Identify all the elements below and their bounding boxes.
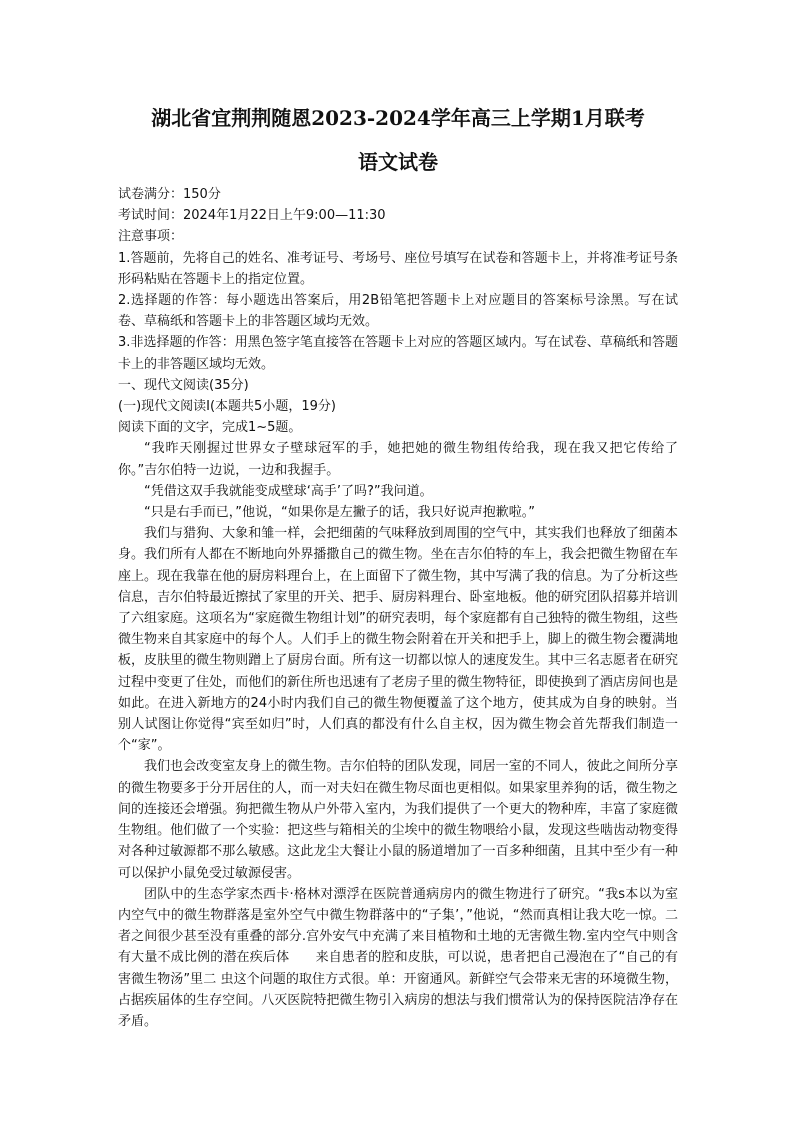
passage-paragraph: “凭借这双手我就能变成壁球‘高手’了吗?”我问道。: [144, 483, 433, 499]
note-item: 3.非选择题的作答：用黑色签字笔直接答在答题卡上对应的答题区域内。写在试卷、草稿纸和答题卡上的非答题区域均无效。: [118, 335, 678, 372]
exam-title: 湖北省宜荆荆随恩2023-2024学年高三上学期1月联考: [151, 106, 645, 130]
full-score: 试卷满分：150分: [118, 187, 221, 202]
exam-subtitle: 语文试卷: [358, 150, 438, 174]
passage-paragraph: 我们与猎狗、大象和雏一样，会把细菌的气味释放到周围的空气中，其实我们也释放了细菌本身。我们所有人都在不断地向外界播撒自己的微生物。坐在吉尔伯特的车上，我会把微生物留在车座上。现在我靠在他的厨房料理台上，在上面留下了微生物，其中写满了我的信息。为了分析这些信息，吉尔伯特最近擦拭了家里的开关、把手、厨房料理台、卧室地板。他的研究团队招募并培训了六组家庭。这项名为“家庭微生物组计划”的研究表明，每个家庭都有自己独特的微生物组，这些微生物来自其家庭中的每个人。人们手上的微生物会附着在开关和把手上，脚上的微生物会覆满地板，皮肤里的微生物则蹭上了厨房台面。所有这一切都以惊人的速度发生。其中三名志愿者在研究过程中变更了住处，而他们的新住所也迅速有了老房子里的微生物特征，即使换到了酒店房间也是如此。在进入新地方的24小时内我们自己的微生物便覆盖了这个地方，使其成为自身的映射。当别人试图让你觉得“宾至如归”时，人们真的都没有什么自主权，因为微生物会首先帮我们制造一个“家”。: [118, 526, 678, 754]
note-item: 1.答题前，先将自己的姓名、准考证号、考场号、座位号填写在试卷和答题卡上，并将准考证号条形码粘贴在答题卡上的指定位置。: [118, 250, 678, 287]
exam-time: 考试时间：2024年1月22日上午9:00—11:30: [118, 208, 386, 224]
subsection-title: (一)现代文阅读I(本题共5小题，19分): [118, 399, 336, 415]
note-item: 2.选择题的作答：每小题选出答案后，用2B铅笔把答题卡上对应题目的答案标号涂黑。写在试卷、草稿纸和答题卡上的非答题区域均无效。: [118, 293, 678, 330]
reading-instruction: 阅读下面的文字，完成1~5题。: [118, 420, 302, 436]
notes-heading: 注意事项：: [118, 229, 184, 245]
passage-paragraph: “只是右手而已，”他说，“如果你是左撇子的话，我只好说声抱歉啦。”: [144, 505, 535, 521]
passage-paragraph: “我昨天刚握过世界女子壁球冠军的手，她把她的微生物组传给我，现在我又把它传给了你。”吉尔伯特一边说，一边和我握手。: [118, 441, 678, 478]
section-title: 一、现代文阅读(35分): [118, 377, 249, 393]
passage-paragraph: 团队中的生态学家杰西卡·格林对漂浮在医院普通病房内的微生物进行了研究。“我s本以为室内空气中的微生物群落是室外空气中微生物群落中的“子集’，”他说，“然而真相让我大吃一惊。二者之间很少甚至没有重叠的部分.宫外安气中充满了来目植物和土地的无害微生物.室内空气中则含有大量不成比例的潜在疾后体 来自患者的腔和皮肤，可以说，患者把自己漫泡在了“自己的有害微生物汤”里二 虫这个问题的取住方式很。单：开窗通风。新鲜空气会带来无害的环境微生物，占据疾届体的生存空间。八灭医院特把微生物引入病房的想法与我们惯常认为的保持医院洁净存在矛盾。: [118, 886, 678, 1029]
passage-paragraph: 我们也会改变室友身上的微生物。吉尔伯特的团队发现，同居一室的不同人，彼此之间所分享的微生物要多于分开居住的人，而一对夫妇在微生物尽面也更相似。如果家里养狗的话，微生物之间的连接还会增强。狗把微生物从户外带入室内，为我们提供了一个更大的物种库，丰富了家庭微生物组。他们做了一个实验：把这些与箱相关的尘埃中的微生物喂给小鼠，发现这些啮齿动物变得对各种过敏源都不那么敏感。这此龙尘大餐让小鼠的肠道增加了一百多种细菌，且其中至少有一种可以保护小鼠免受过敏源侵害。: [118, 759, 678, 881]
exam-page: [118, 100, 678, 1032]
